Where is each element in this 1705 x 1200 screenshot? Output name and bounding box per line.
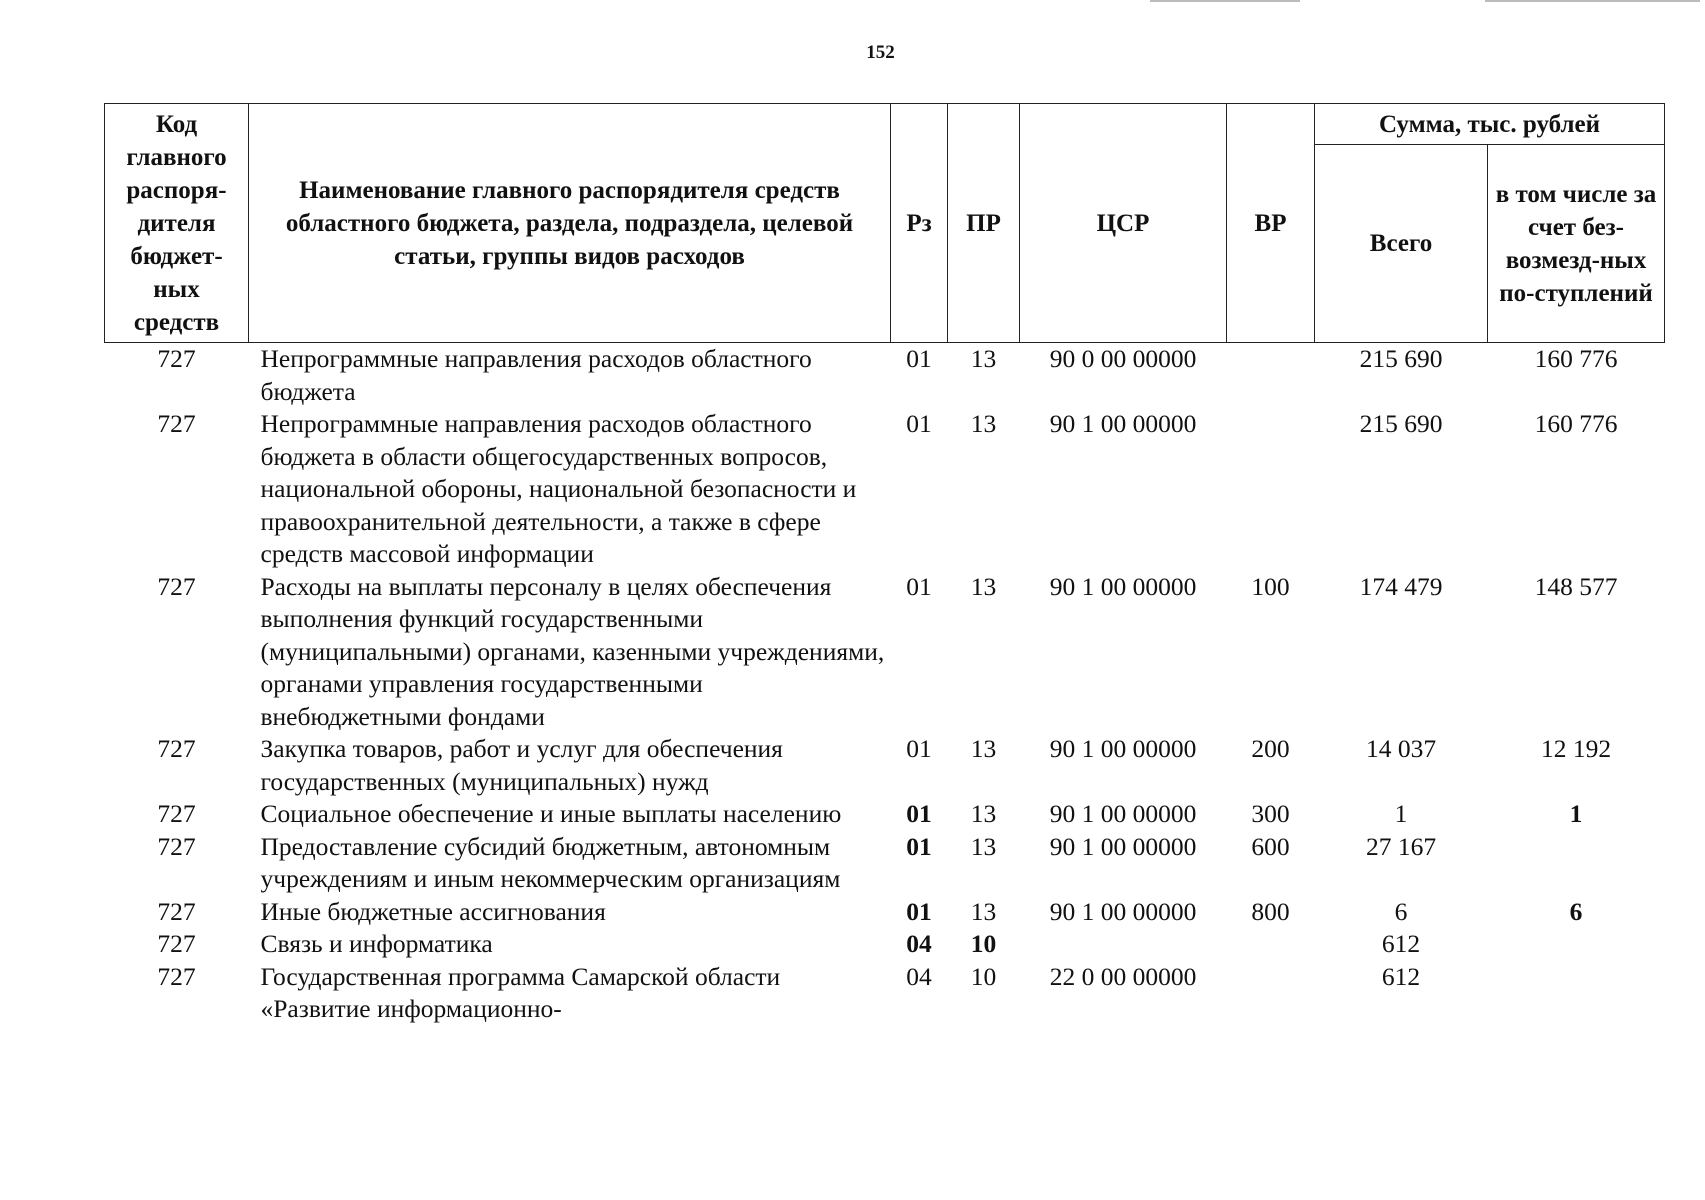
table-row <box>105 928 1665 961</box>
cell-rz: 01 <box>906 734 932 763</box>
header-vr: ВР <box>1227 104 1315 343</box>
cell-pr: 10 <box>970 929 997 958</box>
cell-code: 727 <box>157 831 196 861</box>
cell-total: 612 <box>1381 961 1421 991</box>
cell-name: Государственная программа Самарской области «Развитие информационно- <box>260 961 781 1023</box>
cell-total: 215 690 <box>1359 344 1443 373</box>
cell-vr: 300 <box>1251 799 1290 828</box>
cell-csr: 90 1 00 00000 <box>1049 799 1197 828</box>
table-row <box>105 961 1665 1026</box>
cell-total: 6 <box>1394 896 1408 926</box>
cell-total: 14 037 <box>1365 734 1437 763</box>
cell-name: Социальное обеспечение и иные выплаты населению <box>260 799 842 828</box>
cell-rz: 04 <box>906 929 932 958</box>
cell-vr: 200 <box>1251 734 1290 763</box>
cell-code: 727 <box>157 799 196 828</box>
cell-code: 727 <box>157 571 196 601</box>
cell-rz: 01 <box>906 571 932 601</box>
cell-name: Иные бюджетные ассигнования <box>260 896 606 926</box>
header-csr: ЦСР <box>1020 104 1227 343</box>
cell-csr: 90 1 00 00000 <box>1049 831 1197 861</box>
cell-pr: 13 <box>970 831 997 861</box>
table-row <box>105 571 1665 734</box>
table-row <box>105 798 1665 831</box>
table-row <box>105 408 1665 571</box>
cell-rz: 01 <box>906 344 932 373</box>
cell-rz: 01 <box>906 896 932 926</box>
cell-code: 727 <box>157 896 196 926</box>
header-free: в том числе за счет без-возмезд-ных по-ступлений <box>1488 145 1665 343</box>
cell-csr: 90 1 00 00000 <box>1049 571 1197 601</box>
cell-total: 215 690 <box>1359 409 1443 438</box>
cell-pr: 13 <box>970 571 997 601</box>
cell-pr: 13 <box>970 409 997 438</box>
cell-free <box>1488 961 1665 1026</box>
cell-pr: 13 <box>970 799 997 828</box>
cell-vr: 600 <box>1251 831 1290 861</box>
cell-free <box>1488 831 1665 896</box>
cell-name: Непрограммные направления расходов областного бюджета в области общегосударственных вопросов, национальной обороны, национальной безопасности и правоохранительной деятельности, а также в сфере средств массовой информации <box>260 409 857 568</box>
cell-rz: 04 <box>906 961 932 991</box>
cell-code: 727 <box>157 344 196 373</box>
cell-vr <box>1227 408 1315 571</box>
cell-name: Связь и информатика <box>260 929 493 958</box>
cell-free: 6 <box>1569 896 1583 926</box>
cell-free: 12 192 <box>1540 734 1612 763</box>
cell-vr <box>1227 343 1315 409</box>
header-total: Всего <box>1315 145 1488 343</box>
scan-edge-mark <box>1485 0 1700 2</box>
cell-name: Непрограммные направления расходов областного бюджета <box>260 344 812 406</box>
cell-free: 160 776 <box>1534 344 1618 373</box>
cell-csr: 90 0 00 00000 <box>1049 344 1197 373</box>
header-rz: Рз <box>891 104 948 343</box>
table-row <box>105 896 1665 929</box>
cell-total: 1 <box>1394 799 1408 828</box>
cell-name: Закупка товаров, работ и услуг для обеспечения государственных (муниципальных) нужд <box>260 734 783 796</box>
cell-csr: 90 1 00 00000 <box>1049 409 1197 438</box>
table-row <box>105 831 1665 896</box>
cell-pr: 13 <box>970 896 997 926</box>
cell-code: 727 <box>157 734 196 763</box>
cell-vr: 800 <box>1251 896 1290 926</box>
cell-csr: 22 0 00 00000 <box>1049 961 1197 991</box>
header-sum: Сумма, тыс. рублей <box>1315 104 1665 145</box>
cell-total: 27 167 <box>1365 831 1437 861</box>
header-pr: ПР <box>948 104 1020 343</box>
cell-vr: 100 <box>1251 571 1290 601</box>
scan-edge-mark <box>1150 0 1300 2</box>
cell-vr <box>1227 928 1315 961</box>
cell-pr: 13 <box>970 344 997 373</box>
table-row <box>105 733 1665 798</box>
table-row <box>105 343 1665 409</box>
cell-total: 174 479 <box>1359 571 1443 601</box>
cell-pr: 13 <box>970 734 997 763</box>
cell-total: 612 <box>1381 929 1421 958</box>
cell-free: 1 <box>1569 799 1583 828</box>
header-code: Код главного распоря-дителя бюджет-ных средств <box>105 104 249 343</box>
cell-name: Предоставление субсидий бюджетным, автономным учреждениям и иным некоммерческим организациям <box>260 831 841 893</box>
cell-code: 727 <box>157 409 196 438</box>
cell-name: Расходы на выплаты персоналу в целях обеспечения выполнения функций государственными (муниципальными) органами, казенными учреждениями, органами управления государственными внебюджетными фондами <box>260 571 885 731</box>
cell-free: 160 776 <box>1534 409 1618 438</box>
cell-csr: 90 1 00 00000 <box>1049 734 1197 763</box>
cell-free: 148 577 <box>1534 571 1618 601</box>
cell-pr: 10 <box>970 961 997 991</box>
cell-free <box>1488 928 1665 961</box>
cell-rz: 01 <box>906 799 932 828</box>
cell-rz: 01 <box>906 409 932 438</box>
header-name: Наименование главного распорядителя средств областного бюджета, раздела, подраздела, целевой статьи, группы видов расходов <box>249 104 891 343</box>
cell-code: 727 <box>157 961 196 991</box>
page-number: 152 <box>866 42 895 63</box>
cell-rz: 01 <box>906 831 932 861</box>
budget-table <box>104 103 1665 1026</box>
cell-code: 727 <box>157 929 196 958</box>
cell-csr <box>1020 928 1227 961</box>
cell-vr <box>1227 961 1315 1026</box>
cell-csr: 90 1 00 00000 <box>1049 896 1197 926</box>
